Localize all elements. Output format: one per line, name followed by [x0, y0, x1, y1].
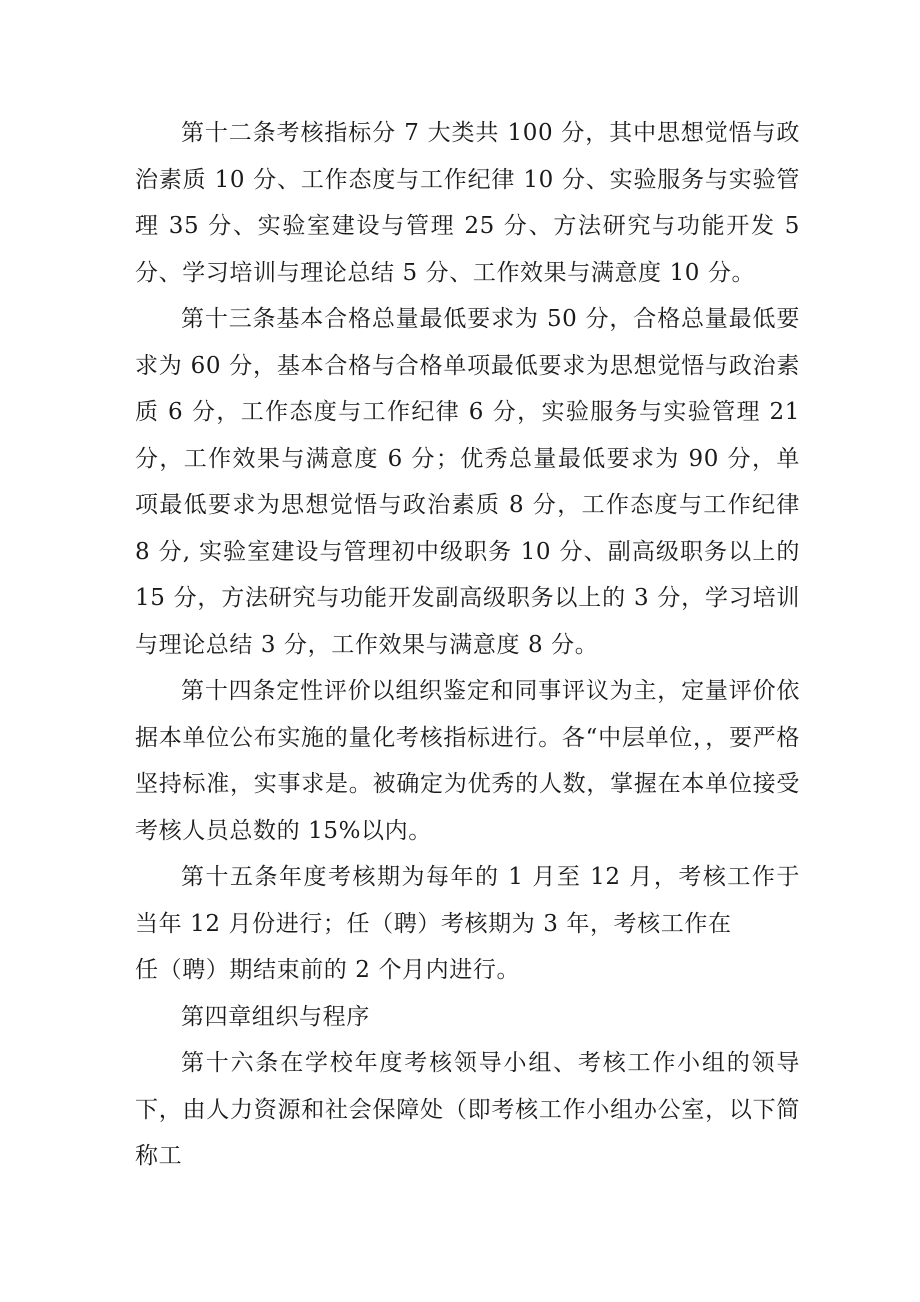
- chapter-heading: 第四章组织与程序: [181, 1003, 370, 1030]
- article-15-paragraph: 第十五条年度考核期为每年的 1 月至 12 月，考核工作于当年 12 月份进行；任（聘）考核期为 3 年，考核工作在: [135, 864, 800, 937]
- article-16-paragraph: 第十六条在学校年度考核领导小组、考核工作小组的领导下，由人力资源和社会保障处（即考核工作小组办公室，以下简称工: [135, 1050, 800, 1169]
- document-body: [135, 110, 800, 1180]
- article-15-continuation: 任（聘）期结束前的 2 个月内进行。: [135, 957, 521, 983]
- article-13-paragraph: 第十三条基本合格总量最低要求为 50 分，合格总量最低要求为 60 分，基本合格与合格单项最低要求为思想觉悟与政治素质 6 分，工作态度与工作纪律 6 分，实验服务与实验管理 21 分，工作效果与满意度 6 分；优秀总量最低要求为 90 分，单项最低要求为思想觉悟与政治素质 8 分，工作态度与工作纪律 8 分, 实验室建设与管理初中级职务 10 分、副高级职务以上的 15 分，方法研究与功能开发副高级职务以上的 3 分，学习培训与理论总结 3 分，工作效果与满意度 8 分。: [135, 306, 800, 658]
- article-12-paragraph: 第十二条考核指标分 7 大类共 100 分，其中思想觉悟与政治素质 10 分、工作态度与工作纪律 10 分、实验服务与实验管理 35 分、实验室建设与管理 25 分、方法研究与功能开发 5 分、学习培训与理论总结 5 分、工作效果与满意度 10 分。: [135, 120, 800, 286]
- article-14-paragraph: 第十四条定性评价以组织鉴定和同事评议为主，定量评价依据本单位公布实施的量化考核指标进行。各“中层单位，，要严格坚持标准，实事求是。被确定为优秀的人数，掌握在本单位接受考核人员总数的 15%以内。: [135, 678, 800, 844]
